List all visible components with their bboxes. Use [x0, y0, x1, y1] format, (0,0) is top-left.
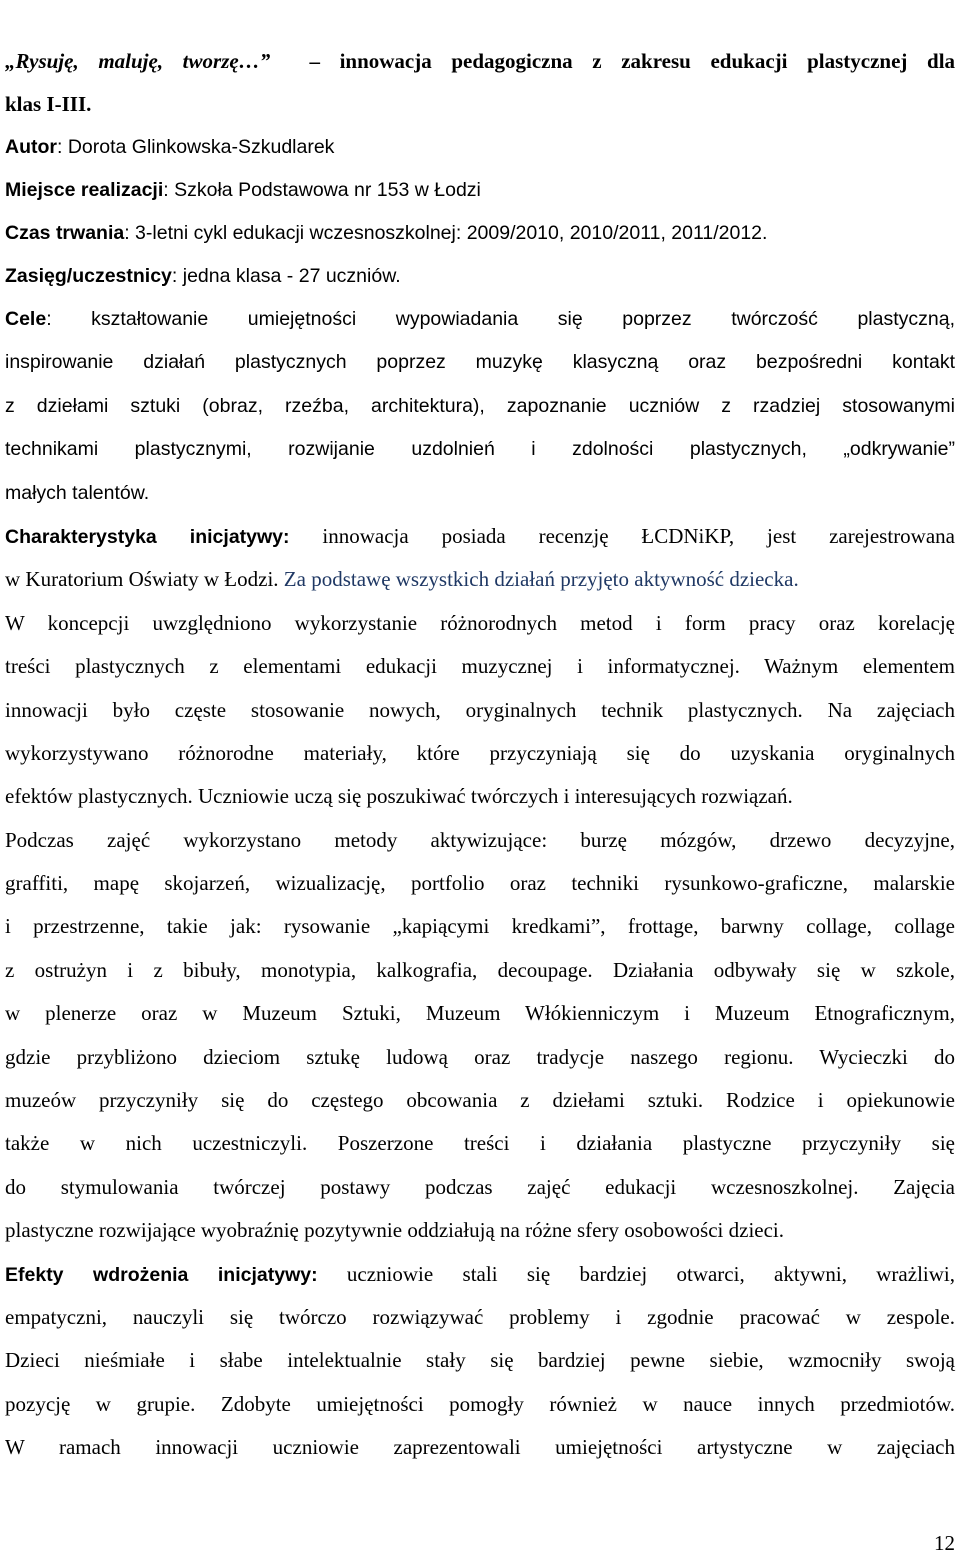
body-line: gdzie przybliżono dzieciom sztukę ludową oraz tradycje naszego regionu. Wycieczki do — [5, 1044, 955, 1069]
body-line: efektów plastycznych. Uczniowie uczą się poszukiwać twórczych i interesujących rozwiązań. — [5, 784, 793, 809]
duration-label: Czas trwania — [5, 222, 125, 244]
body-line: W koncepcji uwzględniono wykorzystanie różnorodnych metod i form pracy oraz korelację — [5, 610, 955, 635]
title-rest-1: – innowacja pedagogiczna z zakresu edukacji plastycznej dla — [309, 49, 956, 73]
characteristics-text: w Kuratorium Oświaty w Łodzi. — [5, 567, 279, 592]
author-line — [5, 126, 955, 169]
body-line: wykorzystywano różnorodne materiały, które przyczyniają się do uzyskania oryginalnych — [5, 740, 955, 765]
goals-line: małych talentów. — [5, 481, 150, 504]
goals-line: inspirowanie działań plastycznych poprzez muzykę klasyczną oraz bezpośredni kontakt — [5, 351, 955, 374]
place-value: : Szkoła Podstawowa nr 153 w Łodzi — [163, 179, 481, 201]
goals-text: : kształtowanie umiejętności wypowiadania się poprzez twórczość plastyczną, — [46, 308, 955, 330]
document-page — [5, 40, 955, 1470]
body-line: plastyczne rozwijające wyobraźnię pozytywnie oddziałują na różne sfery osobowości dzieci. — [5, 1218, 785, 1243]
scope-line — [5, 255, 955, 298]
place-label: Miejsce realizacji — [5, 179, 164, 201]
scope-value: : jedna klasa - 27 uczniów. — [171, 265, 401, 287]
body-line: muzeów przyczyniły się do częstego obcowania z dziełami sztuki. Rodzice i opiekunowie — [5, 1088, 955, 1113]
characteristics-text: innowacja posiada recenzję ŁCDNiKP, jest zarejestrowana — [289, 523, 955, 548]
goals-line: z dziełami sztuki (obraz, rzeźba, architektura), zapoznanie uczniów z rzadziej stosowanymi — [5, 394, 955, 417]
scope-label: Zasięg/uczestnicy — [5, 265, 172, 287]
body-line: i przestrzenne, takie jak: rysowanie „kapiącymi kredkami”, frottage, barwny collage, collage — [5, 914, 955, 939]
effects-line — [5, 1253, 955, 1296]
body-line: w plenerze oraz w Muzeum Sztuki, Muzeum Włókienniczym i Muzeum Etnograficznym, — [5, 1001, 955, 1026]
body-line: innowacji było częste stosowanie nowych, oryginalnych technik plastycznych. Na zajęciach — [5, 697, 955, 722]
goals-line — [5, 298, 955, 341]
header-block — [5, 40, 955, 298]
duration-value: : 3-letni cykl edukacji wczesnoszkolnej: 2009/2010, 2010/2011, 2011/2012. — [124, 222, 768, 244]
goals-label: Cele — [5, 308, 47, 330]
goals-line: technikami plastycznymi, rozwijanie uzdolnień i zdolności plastycznych, „odkrywanie” — [5, 438, 955, 461]
body-line: z ostrużyn i z bibuły, monotypia, kalkografia, decoupage. Działania odbywały się w szkole, — [5, 957, 955, 982]
page-number: 12 — [934, 1531, 955, 1555]
title-line-2 — [5, 83, 955, 126]
characteristics-line — [5, 558, 955, 601]
effects-label: Efekty wdrożenia inicjatywy: — [5, 1263, 318, 1286]
body-line: pozycję w grupie. Zdobyte umiejętności pomogły również w nauce innych przedmiotów. — [5, 1391, 955, 1416]
place-line — [5, 169, 955, 212]
body-line: Podczas zajęć wykorzystano metody aktywizujące: burzę mózgów, drzewo decyzyjne, — [5, 827, 955, 852]
body-line: także w nich uczestniczyli. Poszerzone treści i działania plastyczne przyczyniły się — [5, 1131, 955, 1156]
body-line: Dzieci nieśmiałe i słabe intelektualnie stały się bardziej pewne siebie, wzmocniły swoją — [5, 1348, 955, 1373]
goals-section — [5, 298, 955, 515]
author-label: Autor — [5, 136, 57, 158]
body-line: W ramach innowacji uczniowie zaprezentowali umiejętności artystyczne w zajęciach — [5, 1435, 955, 1460]
title-line-1 — [5, 40, 955, 83]
body-line: graffiti, mapę skojarzeń, wizualizację, portfolio oraz techniki rysunkowo-graficzne, malarskie — [5, 871, 955, 896]
characteristics-section — [5, 515, 955, 1253]
author-value: : Dorota Glinkowska-Szkudlarek — [57, 136, 335, 158]
characteristics-label: Charakterystyka inicjatywy: — [5, 525, 290, 548]
duration-line — [5, 212, 955, 255]
effects-section — [5, 1253, 955, 1470]
characteristics-line — [5, 515, 955, 558]
body-line: treści plastycznych z elementami edukacji muzycznej i informatycznej. Ważnym elementem — [5, 654, 955, 679]
body-line: empatyczni, nauczyli się twórczo rozwiązywać problemy i zgodnie pracować w zespole. — [5, 1304, 955, 1329]
title-rest-2: klas I-III. — [5, 92, 92, 116]
characteristics-highlight: Za podstawę wszystkich działań przyjęto aktywność dziecka. — [278, 567, 799, 592]
title-italic: „Rysuję, maluję, tworzę…” — [5, 49, 271, 73]
effects-text: uczniowie stali się bardziej otwarci, aktywni, wrażliwi, — [317, 1261, 955, 1286]
body-line: do stymulowania twórczej postawy podczas zajęć edukacji wczesnoszkolnej. Zajęcia — [5, 1174, 955, 1199]
